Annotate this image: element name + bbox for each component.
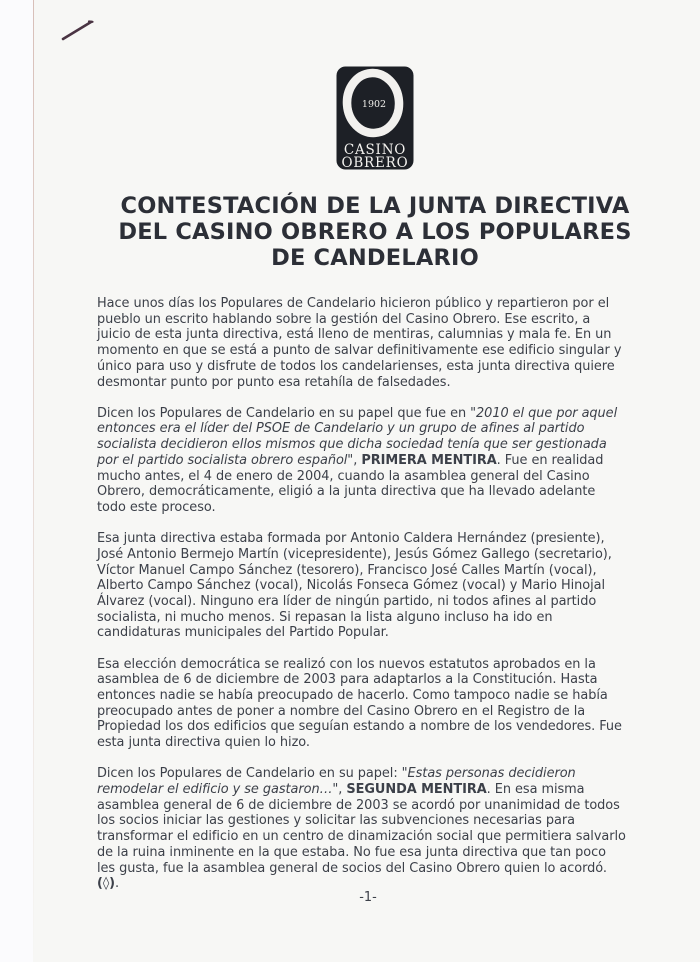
paragraph-text: Hace unos días los Populares de Candelario hicieron público y repartieron por el pueblo un escrito hablando sobre la gestión del Casino Obrero. Ese escrito, a juicio de esta junta directiva, está lleno de mentiras, calumnias y mala fe. En un momento en que se está a punto de salvar definitivamente ese edificio singular y único para uso y disfrute de todos los candelarienses, esta junta directiva quiere desmontar punto por punto esa retahíla de falsedades. (97, 296, 622, 390)
pen-stroke-mark (55, 14, 101, 46)
paragraph-3 (97, 531, 626, 641)
title-line-1: CONTESTACIÓN DE LA JUNTA DIRECTIVA (120, 193, 630, 219)
page-number: -1- (359, 890, 377, 905)
document-title (70, 193, 680, 271)
emphasis-text: PRIMERA MENTIRA (361, 452, 497, 468)
quoted-text: "2010 el que por aquel entonces era el líder del PSOE de Candelario y un grupo de afines al partido socialista decidieron ellos mismos que dicha sociedad tenía que ser gestionada por el partido socialista obrero español" (97, 405, 618, 468)
paragraph-text: . En esa misma asamblea general de 6 de diciembre de 2003 se acordó por unanimidad de todos los socios iniciar las gestiones y solicitar las subvenciones necesarias para transformar el edificio en un centro de dinamización social que permitiera salvarlo de la ruina inminente en la que estaba. No fue esa junta directiva que tan poco les gusta, fue la asamblea general de socios del Casino Obrero quien lo acordó. (97, 781, 626, 876)
title-line-2: DEL CASINO OBRERO A LOS POPULARES (118, 219, 632, 245)
title-line-3: DE CANDELARIO (271, 245, 479, 271)
paragraph-text: , (338, 781, 347, 797)
quoted-text: "Estas personas decidieron remodelar el edificio y se gastaron…" (97, 766, 576, 797)
paragraph-4 (97, 657, 626, 751)
scan-left-margin (0, 0, 33, 962)
paragraph-text: Dicen los Populares de Candelario en su papel: (97, 766, 402, 782)
paragraph-2 (97, 406, 626, 516)
logo-name-line2: OBRERO (341, 155, 409, 170)
document-body (97, 296, 626, 907)
paragraph-text: Esa elección democrática se realizó con los nuevos estatutos aprobados en la asamblea de 6 de diciembre de 2003 para adaptarlos a la Constitución. Hasta entonces nadie se había preocupado de hacerlo. Como tampoco nadie se había preocupado antes de poner a nombre del Casino Obrero en el Registro de la Propiedad los dos edificios que seguían estando a nombre de los vendedores. Fue esta junta directiva quien lo hizo. (97, 656, 622, 751)
scan-edge-line (33, 0, 34, 962)
paragraph-1 (97, 296, 626, 390)
paragraph-text: , (353, 452, 362, 468)
paragraph-text: . (115, 876, 120, 892)
paragraph-text: . Fue en realidad mucho antes, el 4 de enero de 2004, cuando la asamblea general del Casino Obrero, democráticamente, eligió a la junta directiva que ha llevado adelante todo este proceso. (97, 452, 604, 515)
paragraph-text: Dicen los Populares de Candelario en su papel que fue en (97, 405, 471, 421)
diamond-symbol: (◊) (97, 876, 116, 892)
paragraph-5 (97, 766, 626, 892)
logo-name-line1: CASINO (343, 142, 407, 158)
casino-obrero-logo (336, 66, 414, 170)
paragraph-text: Esa junta directiva estaba formada por Antonio Caldera Hernández (presiente), José Antonio Bermejo Martín (vicepresidente), Jesús Gómez Gallego (secretario), Víctor Manuel Campo Sánchez (tesorero), Francisco José Calles Martín (vocal), Alberto Campo Sánchez (vocal), Nicolás Fonseca Gómez (vocal) y Mario Hinojal Álvarez (vocal). Ninguno era líder de ningún partido, ni todos afines al partido socialista, ni mucho menos. Si repasan la lista alguno incluso ha ido en candidaturas municipales del Partido Popular. (97, 531, 612, 641)
logo-year: 1902 (361, 99, 387, 110)
emphasis-text: SEGUNDA MENTIRA (346, 781, 487, 797)
